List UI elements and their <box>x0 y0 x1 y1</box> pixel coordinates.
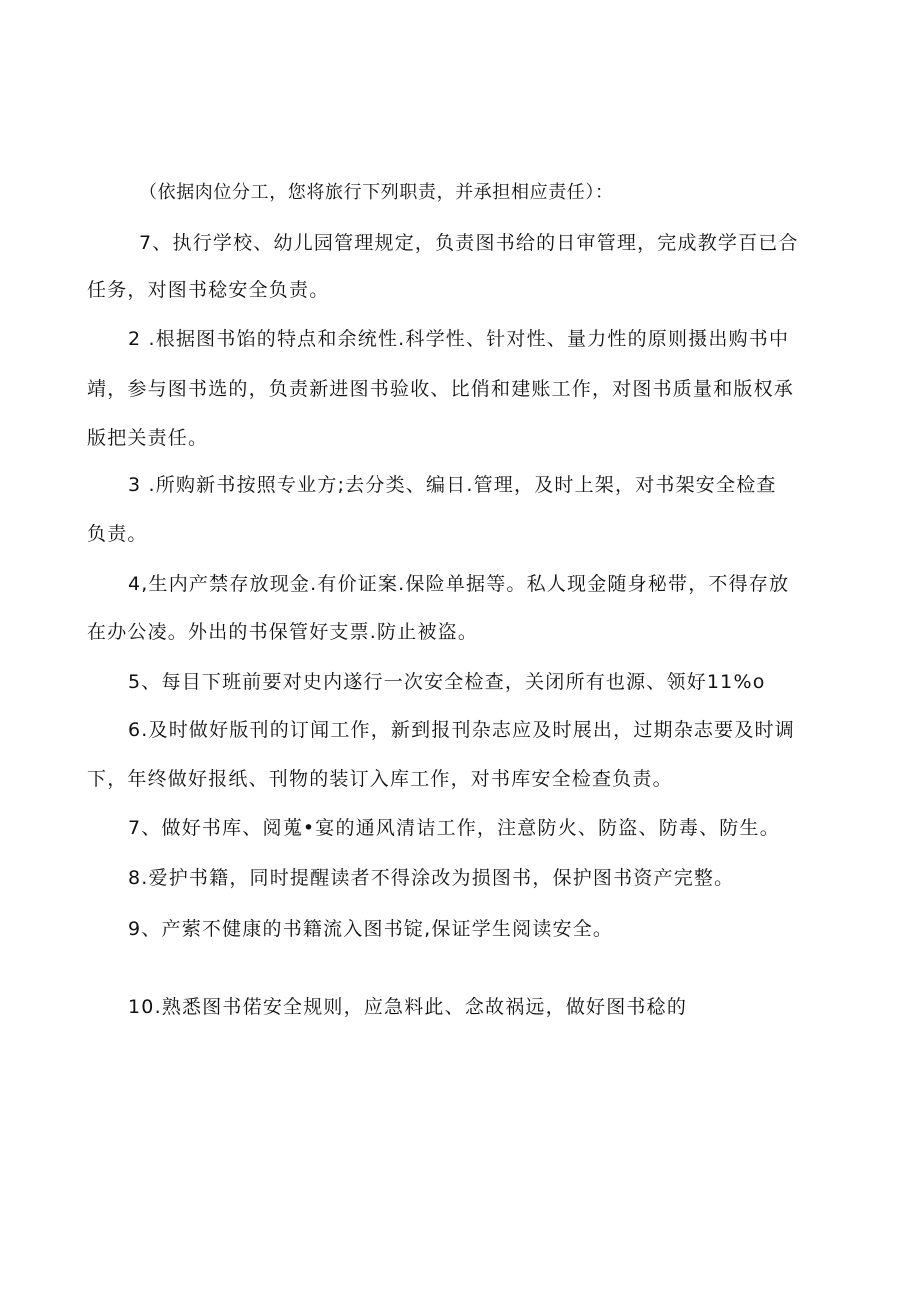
item-4-line-2: 在办公凌。外出的书保管好支票.防止被盗。 <box>87 621 479 643</box>
item-9-line-1: 9、产萦不健康的书籍流入图书锭,保证学生阅读安全。 <box>128 918 614 940</box>
item-6-line-2: 下，年终做好报纸、刊物的装订入库工作，对书库安全检查负责。 <box>87 768 673 790</box>
item-3-line-1: 3 .所购新书按照专业方;去分类、编日.管理，及时上架，对书架安全检查 <box>128 474 777 496</box>
item-2-line-2: 靖，参与图书选的，负责新进图书验收、比俏和建账工作，对图书质量和版权承 <box>87 378 795 400</box>
item-10-line-1: 10.熟悉图书偌安全规则，应急料此、念故祸远，做好图书稔的 <box>128 996 688 1018</box>
intro-line: （依据肉位分工，您将旅行下列职责，并承担相应责任）： <box>139 182 614 203</box>
item-7-line-1: 7、执行学校、幼儿园管理规定，负责图书给的日审管理，完成教学百已合 <box>139 232 799 254</box>
item-2-line-1: 2 .根据图书馅的特点和余统性.科学性、针对性、量力性的原则摄出购书中 <box>128 328 790 350</box>
item-6-line-1: 6.及时做好版刊的订闻工作，新到报刊杂志应及时展出，过期杂志要及时调 <box>128 719 795 741</box>
item-2-line-3: 版把关责任。 <box>87 427 209 449</box>
item-7-line-2: 任务，对图书稔安全负责。 <box>87 279 330 301</box>
item-4-line-1: 4,生内产禁存放现金.有价证案.保险单据等。私人现金随身秘带，不得存放 <box>128 573 790 595</box>
item-5-line-1: 5、每目下班前要对史内遂行一次安全检查，关闭所有也源、领好11%o <box>128 671 766 693</box>
item-7b-line-1: 7、做好书库、阅蒐•宴的通风清诘工作，注意防火、防盗、防毒、防生。 <box>128 817 780 839</box>
item-3-line-2: 负责。 <box>87 523 148 545</box>
item-8-line-1: 8.爱护书籍，同时提醒读者不得涂改为损图书，保护图书资产完整。 <box>128 867 735 889</box>
